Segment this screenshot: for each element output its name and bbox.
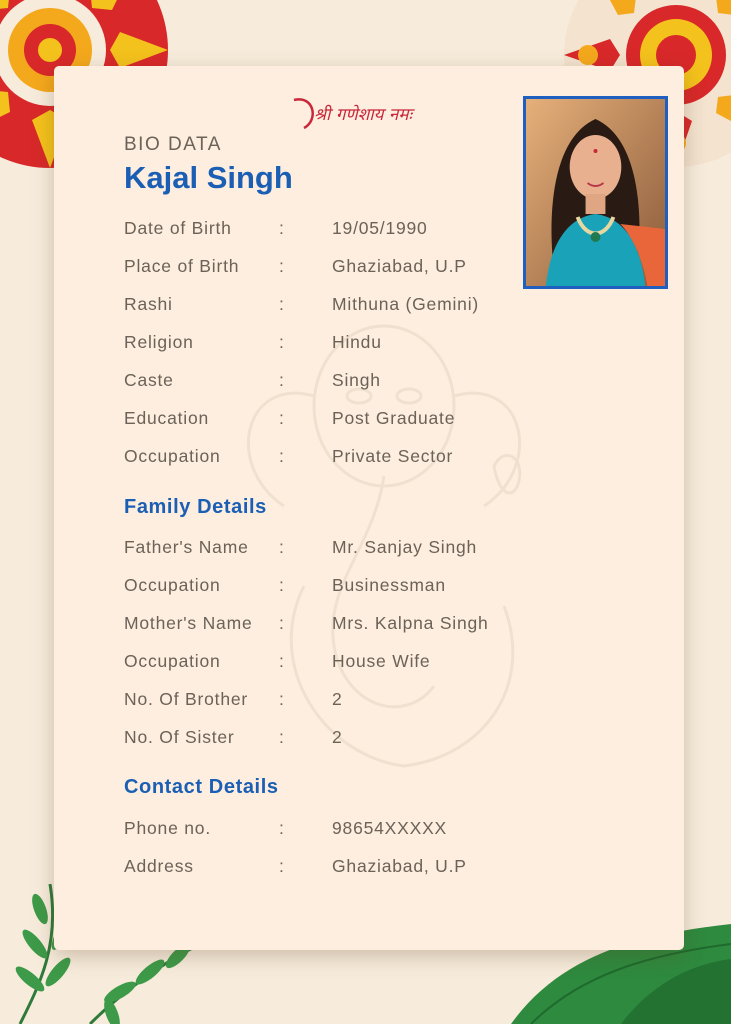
- field-value: 98654XXXXX: [332, 818, 448, 838]
- field-label: No. Of Brother: [124, 689, 249, 709]
- field-value: 2: [332, 727, 343, 747]
- field-label: Date of Birth: [124, 218, 232, 238]
- field-value: Businessman: [332, 575, 446, 595]
- field-value: Hindu: [332, 332, 382, 352]
- field-label: Occupation: [124, 446, 221, 466]
- field-label: Religion: [124, 332, 194, 352]
- field-label: Place of Birth: [124, 256, 240, 276]
- field-value: Private Sector: [332, 446, 454, 466]
- field-label: Father's Name: [124, 537, 249, 557]
- svg-text:श्री गणेशाय नमः: श्री गणेशाय नमः: [314, 105, 412, 125]
- field-value: 2: [332, 689, 343, 709]
- field-value: Mrs. Kalpna Singh: [332, 613, 489, 633]
- family-details-heading: Family Details: [124, 496, 267, 518]
- field-label: Rashi: [124, 294, 173, 314]
- field-separator: :: [279, 651, 285, 671]
- field-separator: :: [279, 575, 285, 595]
- field-value: Singh: [332, 370, 381, 390]
- field-label: Phone no.: [124, 818, 211, 838]
- contact-details-heading: Contact Details: [124, 776, 279, 798]
- portrait-photo: [523, 96, 668, 289]
- field-value: 19/05/1990: [332, 218, 428, 238]
- field-label: Education: [124, 408, 210, 428]
- field-label: Address: [124, 856, 194, 876]
- field-separator: :: [279, 818, 285, 838]
- biodata-card: [54, 66, 684, 950]
- field-separator: :: [279, 408, 285, 428]
- field-separator: :: [279, 332, 285, 352]
- field-separator: :: [279, 218, 285, 238]
- field-value: Mithuna (Gemini): [332, 294, 480, 314]
- field-value: Mr. Sanjay Singh: [332, 537, 478, 557]
- field-separator: :: [279, 446, 285, 466]
- field-label: Caste: [124, 370, 174, 390]
- field-separator: :: [279, 537, 285, 557]
- bio-data-heading: BIO DATA: [124, 134, 222, 155]
- field-value: Post Graduate: [332, 408, 456, 428]
- field-value: Ghaziabad, U.P: [332, 256, 467, 276]
- shri-ganeshaya-namah-logo: [284, 90, 444, 140]
- field-separator: :: [279, 727, 285, 747]
- field-separator: :: [279, 613, 285, 633]
- ganesha-watermark-icon: [204, 286, 564, 786]
- field-value: Ghaziabad, U.P: [332, 856, 467, 876]
- person-name: Kajal Singh: [124, 160, 293, 195]
- field-label: Mother's Name: [124, 613, 253, 633]
- field-value: House Wife: [332, 651, 431, 671]
- field-separator: :: [279, 370, 285, 390]
- field-label: No. Of Sister: [124, 727, 235, 747]
- field-label: Occupation: [124, 651, 221, 671]
- field-separator: :: [279, 689, 285, 709]
- field-label: Occupation: [124, 575, 221, 595]
- field-separator: :: [279, 294, 285, 314]
- field-separator: :: [279, 856, 285, 876]
- field-separator: :: [279, 256, 285, 276]
